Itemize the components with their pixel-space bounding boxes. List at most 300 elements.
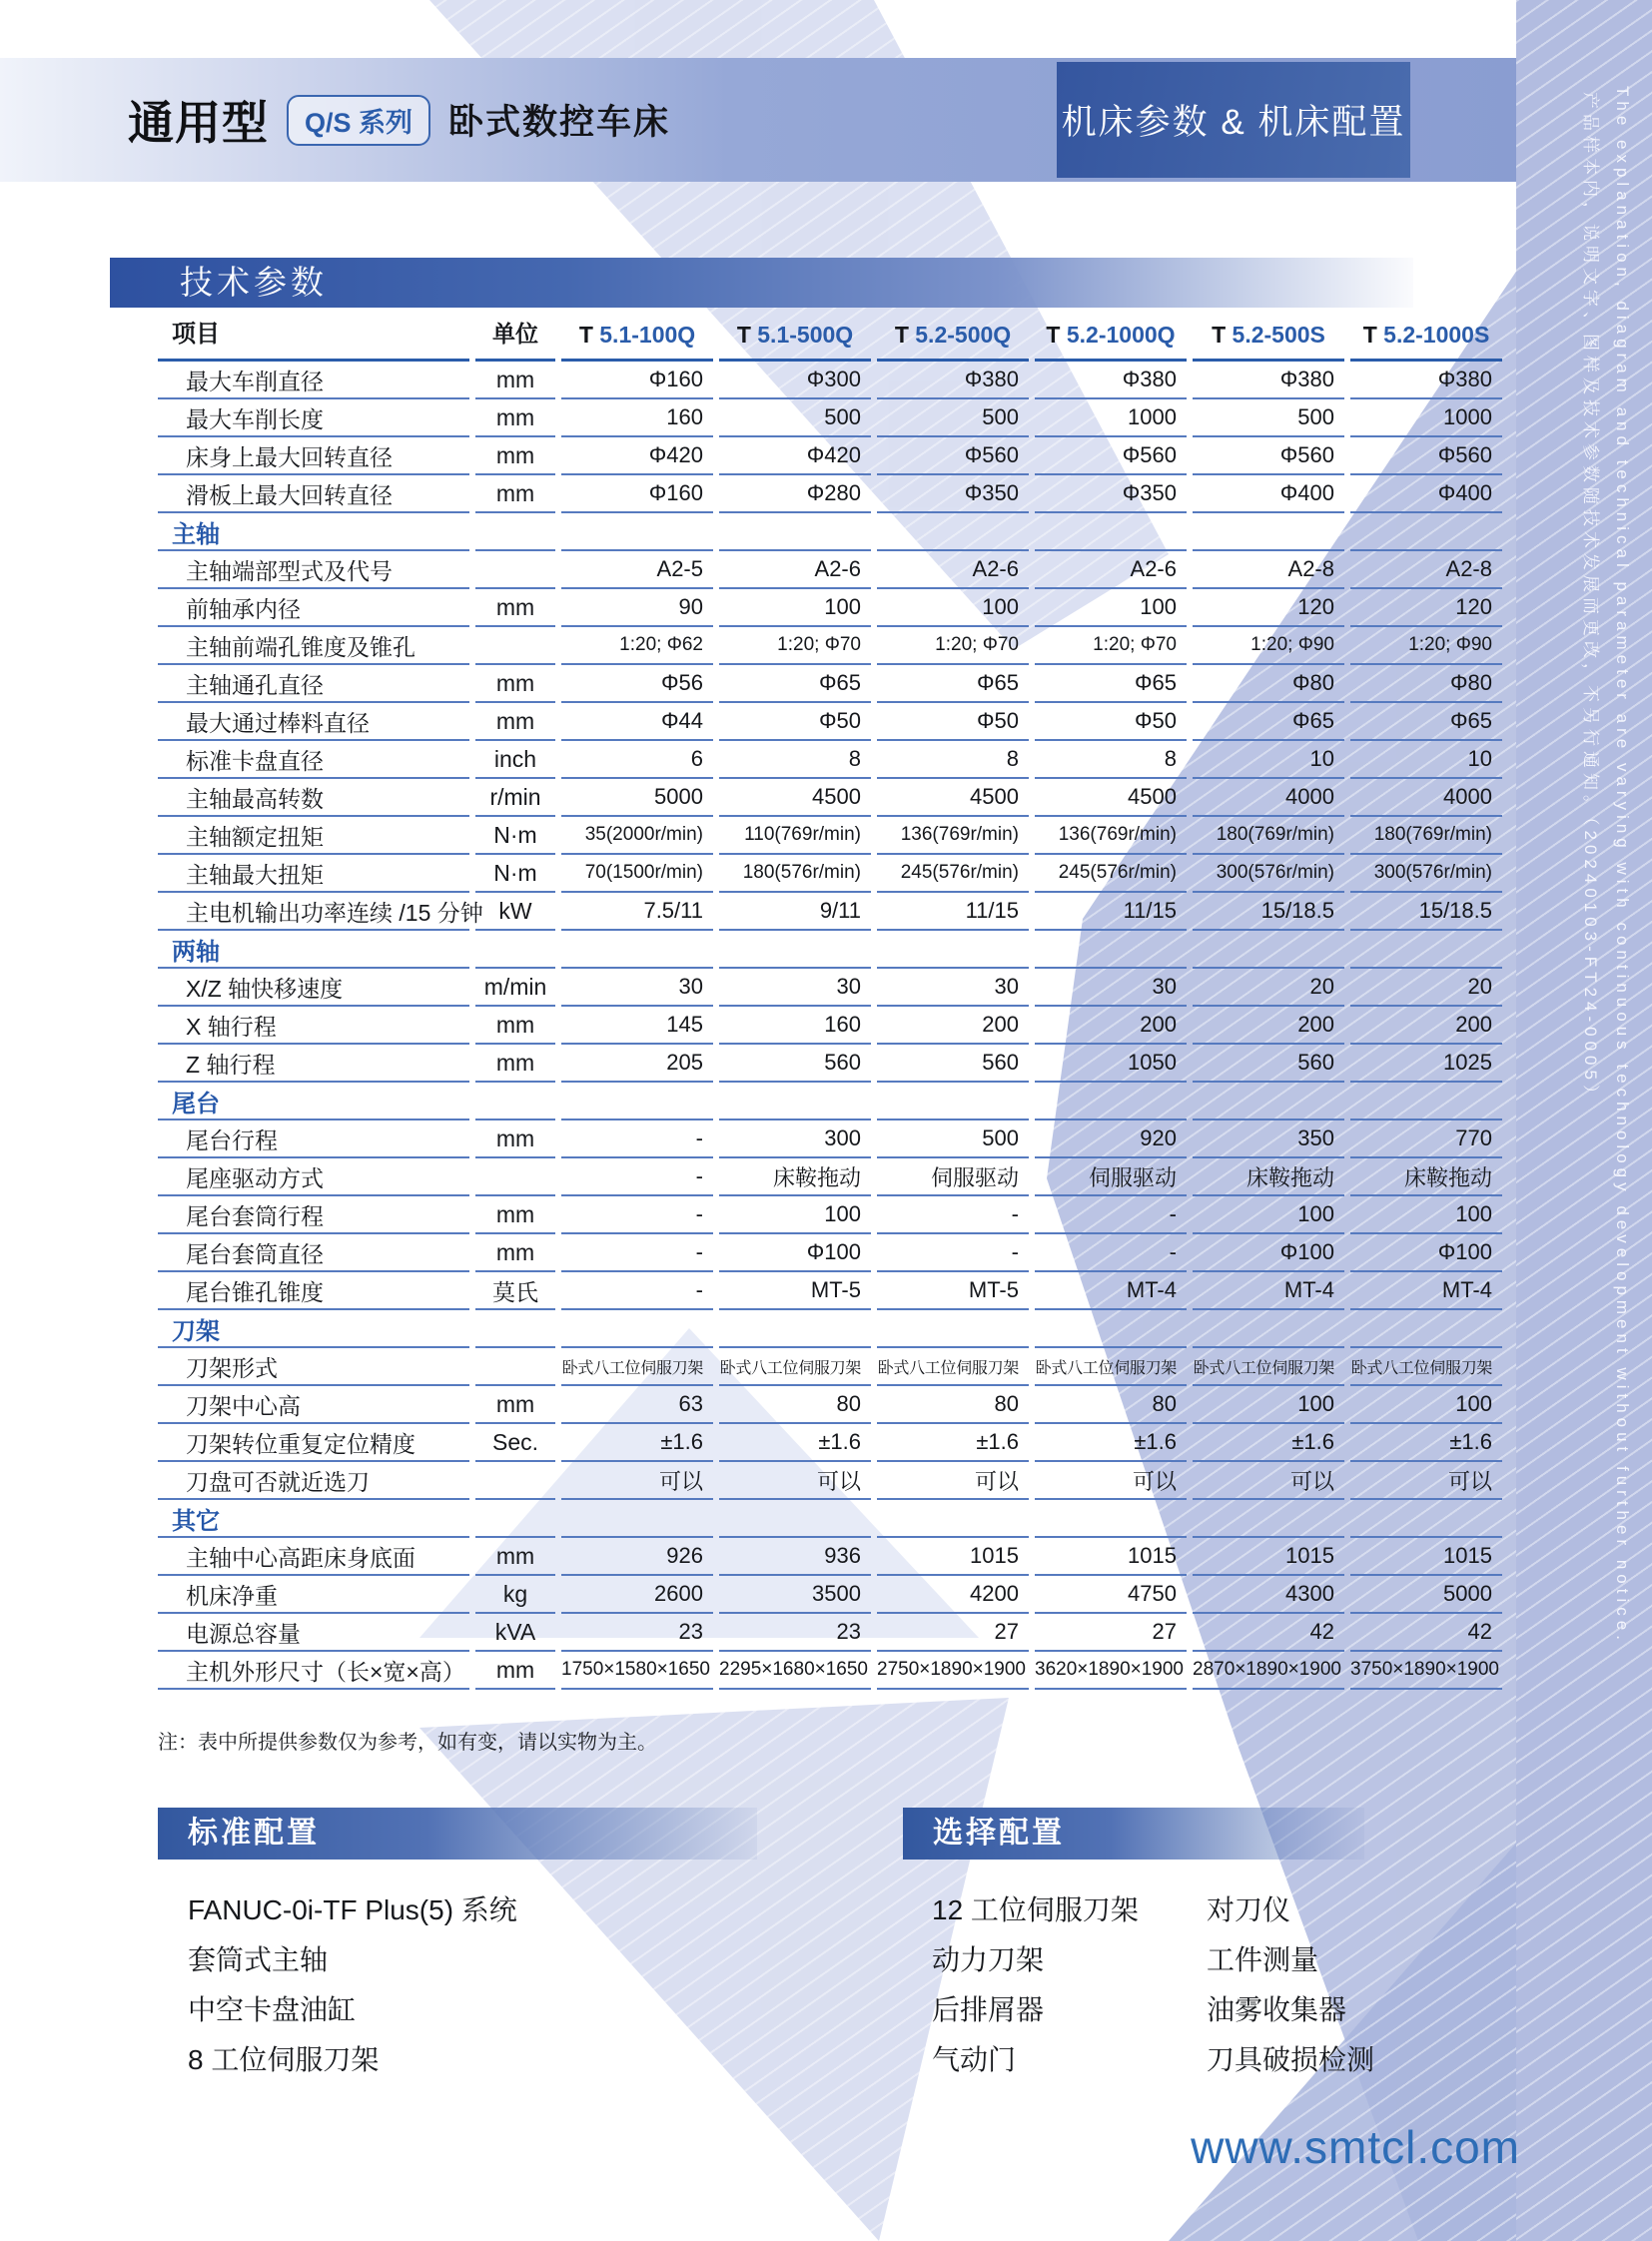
row-value: 1:20; Φ70 bbox=[1035, 627, 1187, 665]
row-value: 926 bbox=[561, 1538, 713, 1576]
config-item: 中空卡盘油缸 bbox=[188, 1994, 357, 2025]
row-value: 80 bbox=[1035, 1386, 1187, 1424]
model-column-header: T 5.2-1000Q bbox=[1035, 312, 1187, 362]
row-value: 100 bbox=[1035, 589, 1187, 627]
empty-cell bbox=[1193, 931, 1344, 969]
row-value: 560 bbox=[719, 1045, 871, 1083]
unit-column-header: 单位 bbox=[475, 312, 555, 362]
row-value: 卧式八工位伺服刀架 bbox=[1350, 1348, 1502, 1386]
standard-config-bar bbox=[158, 1808, 757, 1860]
row-value: MT-4 bbox=[1350, 1272, 1502, 1310]
row-unit: r/min bbox=[475, 779, 555, 817]
row-label: 尾台套筒直径 bbox=[158, 1234, 469, 1272]
row-value: ±1.6 bbox=[1350, 1424, 1502, 1462]
row-label: 刀架形式 bbox=[158, 1348, 469, 1386]
spec-row bbox=[158, 741, 1502, 779]
row-label: 尾台行程 bbox=[158, 1120, 469, 1158]
row-value: 1015 bbox=[1350, 1538, 1502, 1576]
empty-cell bbox=[719, 1310, 871, 1348]
row-value: 245(576r/min) bbox=[877, 855, 1029, 893]
row-label: 机床净重 bbox=[158, 1576, 469, 1614]
empty-cell bbox=[877, 1310, 1029, 1348]
row-unit: kW bbox=[475, 893, 555, 931]
row-value: 180(769r/min) bbox=[1193, 817, 1344, 855]
row-value: 200 bbox=[1350, 1007, 1502, 1045]
row-value: 11/15 bbox=[1035, 893, 1187, 931]
row-unit bbox=[475, 551, 555, 589]
spec-row bbox=[158, 665, 1502, 703]
empty-cell bbox=[561, 513, 713, 551]
row-value: Φ560 bbox=[877, 437, 1029, 475]
row-unit: mm bbox=[475, 703, 555, 741]
row-value: 8 bbox=[1035, 741, 1187, 779]
empty-cell bbox=[1035, 931, 1187, 969]
row-value: Φ380 bbox=[1350, 362, 1502, 399]
empty-cell bbox=[1350, 931, 1502, 969]
row-value: 9/11 bbox=[719, 893, 871, 931]
empty-cell bbox=[475, 1310, 555, 1348]
config-item: 动力刀架 bbox=[932, 1944, 1045, 1975]
model-column-header: T 5.1-100Q bbox=[561, 312, 713, 362]
empty-cell bbox=[719, 1500, 871, 1538]
row-value: - bbox=[561, 1120, 713, 1158]
spec-row bbox=[158, 475, 1502, 513]
row-label: 电源总容量 bbox=[158, 1614, 469, 1652]
row-value: Φ300 bbox=[719, 362, 871, 399]
empty-cell bbox=[877, 1083, 1029, 1120]
row-value: 136(769r/min) bbox=[877, 817, 1029, 855]
row-unit bbox=[475, 1462, 555, 1500]
row-value: 500 bbox=[877, 1120, 1029, 1158]
config-item: 工件测量 bbox=[1207, 1944, 1319, 1975]
row-value: 100 bbox=[719, 589, 871, 627]
row-value: 27 bbox=[1035, 1614, 1187, 1652]
row-value: Φ65 bbox=[1193, 703, 1344, 741]
row-unit: mm bbox=[475, 362, 555, 399]
row-unit: mm bbox=[475, 437, 555, 475]
row-value: 床鞍拖动 bbox=[1193, 1158, 1344, 1196]
row-unit: mm bbox=[475, 665, 555, 703]
row-value: Φ50 bbox=[877, 703, 1029, 741]
section-label: 尾台 bbox=[158, 1083, 469, 1120]
row-value: 160 bbox=[561, 399, 713, 437]
row-value: A2-6 bbox=[1035, 551, 1187, 589]
optional-config-list-1 bbox=[932, 1885, 1139, 2085]
row-label: 尾座驱动方式 bbox=[158, 1158, 469, 1196]
spec-row bbox=[158, 703, 1502, 741]
row-value: 4750 bbox=[1035, 1576, 1187, 1614]
empty-cell bbox=[719, 931, 871, 969]
row-label: 床身上最大回转直径 bbox=[158, 437, 469, 475]
empty-cell bbox=[1350, 1083, 1502, 1120]
row-value: 2295×1680×1650 bbox=[719, 1652, 871, 1690]
row-value: 770 bbox=[1350, 1120, 1502, 1158]
row-value: 120 bbox=[1350, 589, 1502, 627]
row-value: 100 bbox=[877, 589, 1029, 627]
model-column-header: T 5.2-1000S bbox=[1350, 312, 1502, 362]
row-value: 920 bbox=[1035, 1120, 1187, 1158]
row-value: 1750×1580×1650 bbox=[561, 1652, 713, 1690]
row-value: 4500 bbox=[877, 779, 1029, 817]
row-label: 前轴承内径 bbox=[158, 589, 469, 627]
section-row bbox=[158, 931, 1502, 969]
row-value: 42 bbox=[1193, 1614, 1344, 1652]
row-label: 主轴前端孔锥度及锥孔 bbox=[158, 627, 469, 665]
row-unit: mm bbox=[475, 1538, 555, 1576]
row-value: 1:20; Φ62 bbox=[561, 627, 713, 665]
row-value: 300 bbox=[719, 1120, 871, 1158]
side-note-english: The explanation, diagram and technical parameter are varying with continuous technology development without further notice. bbox=[1613, 86, 1632, 1645]
row-label: 主轴中心高距床身底面 bbox=[158, 1538, 469, 1576]
empty-cell bbox=[1035, 1500, 1187, 1538]
spec-row bbox=[158, 1234, 1502, 1272]
spec-row bbox=[158, 1576, 1502, 1614]
row-value: 1:20; Φ90 bbox=[1193, 627, 1344, 665]
empty-cell bbox=[877, 931, 1029, 969]
empty-cell bbox=[1035, 1083, 1187, 1120]
row-label: 滑板上最大回转直径 bbox=[158, 475, 469, 513]
row-value: Φ65 bbox=[1350, 703, 1502, 741]
row-unit: mm bbox=[475, 475, 555, 513]
row-value: Φ350 bbox=[877, 475, 1029, 513]
row-value: 200 bbox=[877, 1007, 1029, 1045]
row-unit bbox=[475, 1158, 555, 1196]
row-value: 4500 bbox=[1035, 779, 1187, 817]
row-label: 主轴通孔直径 bbox=[158, 665, 469, 703]
empty-cell bbox=[1193, 1083, 1344, 1120]
config-item: 12 工位伺服刀架 bbox=[932, 1894, 1139, 1925]
row-value: 205 bbox=[561, 1045, 713, 1083]
spec-row bbox=[158, 589, 1502, 627]
row-value: Φ420 bbox=[719, 437, 871, 475]
row-value: 100 bbox=[1350, 1386, 1502, 1424]
row-value: 15/18.5 bbox=[1350, 893, 1502, 931]
row-label: 主轴端部型式及代号 bbox=[158, 551, 469, 589]
row-unit: mm bbox=[475, 1120, 555, 1158]
spec-row bbox=[158, 969, 1502, 1007]
row-value: 300(576r/min) bbox=[1193, 855, 1344, 893]
row-value: 1025 bbox=[1350, 1045, 1502, 1083]
row-value: 1:20; Φ90 bbox=[1350, 627, 1502, 665]
row-value: 可以 bbox=[561, 1462, 713, 1500]
row-unit: mm bbox=[475, 1045, 555, 1083]
row-unit: mm bbox=[475, 1386, 555, 1424]
title-series-type: 通用型 bbox=[128, 97, 269, 149]
row-value: Φ560 bbox=[1035, 437, 1187, 475]
empty-cell bbox=[1193, 513, 1344, 551]
row-label: 主轴最高转数 bbox=[158, 779, 469, 817]
row-value: 200 bbox=[1035, 1007, 1187, 1045]
row-value: 120 bbox=[1193, 589, 1344, 627]
spec-row bbox=[158, 399, 1502, 437]
row-value: 145 bbox=[561, 1007, 713, 1045]
row-value: Φ50 bbox=[719, 703, 871, 741]
row-value: Φ80 bbox=[1193, 665, 1344, 703]
empty-cell bbox=[1350, 513, 1502, 551]
row-value: Φ100 bbox=[1350, 1234, 1502, 1272]
row-value: 5000 bbox=[561, 779, 713, 817]
row-value: 936 bbox=[719, 1538, 871, 1576]
row-value: ±1.6 bbox=[1035, 1424, 1187, 1462]
row-label: 主轴额定扭矩 bbox=[158, 817, 469, 855]
config-item: 后排屑器 bbox=[932, 1994, 1045, 2025]
empty-cell bbox=[561, 1500, 713, 1538]
row-value: 560 bbox=[1193, 1045, 1344, 1083]
row-value: 30 bbox=[877, 969, 1029, 1007]
row-value: - bbox=[561, 1158, 713, 1196]
spec-row bbox=[158, 551, 1502, 589]
spec-row bbox=[158, 1386, 1502, 1424]
empty-cell bbox=[877, 1500, 1029, 1538]
spec-row bbox=[158, 1272, 1502, 1310]
row-value: 100 bbox=[1193, 1386, 1344, 1424]
spec-row bbox=[158, 1045, 1502, 1083]
row-value: 15/18.5 bbox=[1193, 893, 1344, 931]
row-value: Φ100 bbox=[1193, 1234, 1344, 1272]
row-value: 80 bbox=[719, 1386, 871, 1424]
optional-config-title: 选择配置 bbox=[933, 1817, 1065, 1850]
row-value: 1050 bbox=[1035, 1045, 1187, 1083]
row-value: A2-8 bbox=[1193, 551, 1344, 589]
optional-config-bar bbox=[903, 1808, 1364, 1860]
row-value: Φ380 bbox=[1035, 362, 1187, 399]
row-value: MT-5 bbox=[877, 1272, 1029, 1310]
row-value: 300(576r/min) bbox=[1350, 855, 1502, 893]
row-value: Φ420 bbox=[561, 437, 713, 475]
row-value: 卧式八工位伺服刀架 bbox=[877, 1348, 1029, 1386]
row-label: 主机外形尺寸（长×宽×高） bbox=[158, 1652, 469, 1690]
row-value: A2-5 bbox=[561, 551, 713, 589]
empty-cell bbox=[561, 1083, 713, 1120]
row-label: X/Z 轴快移速度 bbox=[158, 969, 469, 1007]
section-label: 主轴 bbox=[158, 513, 469, 551]
row-value: 床鞍拖动 bbox=[1350, 1158, 1502, 1196]
row-value: Φ560 bbox=[1350, 437, 1502, 475]
row-unit: Sec. bbox=[475, 1424, 555, 1462]
row-unit: kg bbox=[475, 1576, 555, 1614]
table-footnote: 注：表中所提供参数仅为参考，如有变，请以实物为主。 bbox=[158, 1732, 657, 1754]
empty-cell bbox=[877, 513, 1029, 551]
row-value: 1000 bbox=[1035, 399, 1187, 437]
row-value: Φ160 bbox=[561, 475, 713, 513]
row-label: 刀架转位重复定位精度 bbox=[158, 1424, 469, 1462]
row-value: 4000 bbox=[1193, 779, 1344, 817]
spec-row bbox=[158, 1424, 1502, 1462]
row-value: 3500 bbox=[719, 1576, 871, 1614]
header-banner bbox=[1057, 62, 1410, 178]
row-value: 卧式八工位伺服刀架 bbox=[1193, 1348, 1344, 1386]
row-value: 3620×1890×1900 bbox=[1035, 1652, 1187, 1690]
row-value: 100 bbox=[719, 1196, 871, 1234]
row-value: 1015 bbox=[1193, 1538, 1344, 1576]
row-value: Φ56 bbox=[561, 665, 713, 703]
row-value: 6 bbox=[561, 741, 713, 779]
empty-cell bbox=[475, 513, 555, 551]
config-item: 对刀仪 bbox=[1207, 1894, 1291, 1925]
empty-cell bbox=[719, 1083, 871, 1120]
row-unit: N·m bbox=[475, 855, 555, 893]
row-value: 1000 bbox=[1350, 399, 1502, 437]
row-value: A2-6 bbox=[719, 551, 871, 589]
row-value: 30 bbox=[561, 969, 713, 1007]
row-value: 30 bbox=[719, 969, 871, 1007]
spec-row bbox=[158, 1007, 1502, 1045]
row-value: Φ100 bbox=[719, 1234, 871, 1272]
row-value: 2870×1890×1900 bbox=[1193, 1652, 1344, 1690]
section-row bbox=[158, 513, 1502, 551]
config-item: FANUC-0i-TF Plus(5) 系统 bbox=[188, 1894, 517, 1925]
table-header-row bbox=[158, 312, 1502, 362]
spec-row bbox=[158, 1158, 1502, 1196]
row-value: 可以 bbox=[1193, 1462, 1344, 1500]
row-value: 2600 bbox=[561, 1576, 713, 1614]
row-value: 63 bbox=[561, 1386, 713, 1424]
row-value: 卧式八工位伺服刀架 bbox=[561, 1348, 713, 1386]
model-column-header: T 5.2-500S bbox=[1193, 312, 1344, 362]
row-value: 4300 bbox=[1193, 1576, 1344, 1614]
row-value: 4200 bbox=[877, 1576, 1029, 1614]
section-row bbox=[158, 1310, 1502, 1348]
config-item: 8 工位伺服刀架 bbox=[188, 2044, 380, 2075]
row-value: 8 bbox=[877, 741, 1029, 779]
row-value: 卧式八工位伺服刀架 bbox=[719, 1348, 871, 1386]
row-label: 最大通过棒料直径 bbox=[158, 703, 469, 741]
spec-row bbox=[158, 362, 1502, 399]
row-value: 20 bbox=[1193, 969, 1344, 1007]
row-value: Φ400 bbox=[1193, 475, 1344, 513]
section-label: 其它 bbox=[158, 1500, 469, 1538]
row-value: 3750×1890×1900 bbox=[1350, 1652, 1502, 1690]
row-value: MT-5 bbox=[719, 1272, 871, 1310]
row-value: 卧式八工位伺服刀架 bbox=[1035, 1348, 1187, 1386]
spec-table bbox=[152, 312, 1508, 1690]
row-value: Φ400 bbox=[1350, 475, 1502, 513]
row-value: 30 bbox=[1035, 969, 1187, 1007]
row-value: 1015 bbox=[877, 1538, 1029, 1576]
row-value: - bbox=[561, 1196, 713, 1234]
row-value: 27 bbox=[877, 1614, 1029, 1652]
row-value: 136(769r/min) bbox=[1035, 817, 1187, 855]
row-unit: inch bbox=[475, 741, 555, 779]
row-unit: mm bbox=[475, 1234, 555, 1272]
row-unit: mm bbox=[475, 1652, 555, 1690]
row-value: 100 bbox=[1350, 1196, 1502, 1234]
row-value: 4000 bbox=[1350, 779, 1502, 817]
empty-cell bbox=[1193, 1310, 1344, 1348]
spec-row bbox=[158, 817, 1502, 855]
row-value: 560 bbox=[877, 1045, 1029, 1083]
model-column-header: T 5.2-500Q bbox=[877, 312, 1029, 362]
row-value: Φ44 bbox=[561, 703, 713, 741]
spec-row bbox=[158, 1120, 1502, 1158]
tech-parameters-section-bar bbox=[110, 258, 1413, 308]
row-unit bbox=[475, 627, 555, 665]
row-value: 23 bbox=[561, 1614, 713, 1652]
row-value: 可以 bbox=[877, 1462, 1029, 1500]
row-value: 110(769r/min) bbox=[719, 817, 871, 855]
row-value: Φ65 bbox=[877, 665, 1029, 703]
row-unit: mm bbox=[475, 589, 555, 627]
row-label: 尾台锥孔锥度 bbox=[158, 1272, 469, 1310]
row-value: Φ50 bbox=[1035, 703, 1187, 741]
empty-cell bbox=[1035, 1310, 1187, 1348]
spec-row bbox=[158, 855, 1502, 893]
empty-cell bbox=[561, 931, 713, 969]
config-item: 刀具破损检测 bbox=[1207, 2044, 1375, 2075]
row-value: 80 bbox=[877, 1386, 1029, 1424]
row-value: - bbox=[561, 1234, 713, 1272]
series-badge: Q/S 系列 bbox=[287, 95, 430, 146]
spec-row bbox=[158, 779, 1502, 817]
row-value: Φ80 bbox=[1350, 665, 1502, 703]
row-label: 最大车削长度 bbox=[158, 399, 469, 437]
spec-row bbox=[158, 893, 1502, 931]
section-row bbox=[158, 1083, 1502, 1120]
row-value: - bbox=[877, 1196, 1029, 1234]
row-unit bbox=[475, 1348, 555, 1386]
item-column-header: 项目 bbox=[158, 312, 469, 362]
row-value: 160 bbox=[719, 1007, 871, 1045]
empty-cell bbox=[1350, 1310, 1502, 1348]
section-label: 刀架 bbox=[158, 1310, 469, 1348]
row-label: 刀架中心高 bbox=[158, 1386, 469, 1424]
row-value: - bbox=[877, 1234, 1029, 1272]
row-value: - bbox=[561, 1272, 713, 1310]
config-item: 气动门 bbox=[932, 2044, 1017, 2075]
row-label: 刀盘可否就近选刀 bbox=[158, 1462, 469, 1500]
row-value: 伺服驱动 bbox=[1035, 1158, 1187, 1196]
row-value: Φ65 bbox=[719, 665, 871, 703]
row-value: 伺服驱动 bbox=[877, 1158, 1029, 1196]
spec-table-grid bbox=[152, 312, 1508, 1690]
row-value: 10 bbox=[1193, 741, 1344, 779]
standard-config-list bbox=[188, 1885, 517, 2085]
row-value: 8 bbox=[719, 741, 871, 779]
website-link[interactable]: www.smtcl.com bbox=[1191, 2121, 1520, 2173]
row-value: 35(2000r/min) bbox=[561, 817, 713, 855]
row-value: Φ160 bbox=[561, 362, 713, 399]
row-value: 180(576r/min) bbox=[719, 855, 871, 893]
row-value: 23 bbox=[719, 1614, 871, 1652]
row-value: 可以 bbox=[1350, 1462, 1502, 1500]
row-value: Φ380 bbox=[1193, 362, 1344, 399]
row-value: - bbox=[1035, 1234, 1187, 1272]
title-machine-type: 卧式数控车床 bbox=[448, 103, 671, 142]
header-banner-label: 机床参数 & 机床配置 bbox=[1061, 103, 1406, 142]
model-column-header: T 5.1-500Q bbox=[719, 312, 871, 362]
row-value: 5000 bbox=[1350, 1576, 1502, 1614]
row-unit: m/min bbox=[475, 969, 555, 1007]
spec-row bbox=[158, 1652, 1502, 1690]
row-value: A2-8 bbox=[1350, 551, 1502, 589]
empty-cell bbox=[1350, 1500, 1502, 1538]
row-unit: kVA bbox=[475, 1614, 555, 1652]
row-value: 100 bbox=[1193, 1196, 1344, 1234]
empty-cell bbox=[475, 931, 555, 969]
row-label: 标准卡盘直径 bbox=[158, 741, 469, 779]
row-unit: mm bbox=[475, 1007, 555, 1045]
spec-row bbox=[158, 1614, 1502, 1652]
standard-config-title: 标准配置 bbox=[188, 1817, 320, 1850]
row-value: 1:20; Φ70 bbox=[877, 627, 1029, 665]
row-label: 尾台套筒行程 bbox=[158, 1196, 469, 1234]
spec-row bbox=[158, 1462, 1502, 1500]
row-value: 4500 bbox=[719, 779, 871, 817]
row-unit: mm bbox=[475, 1196, 555, 1234]
row-value: MT-4 bbox=[1193, 1272, 1344, 1310]
spec-row bbox=[158, 1196, 1502, 1234]
row-value: Φ560 bbox=[1193, 437, 1344, 475]
